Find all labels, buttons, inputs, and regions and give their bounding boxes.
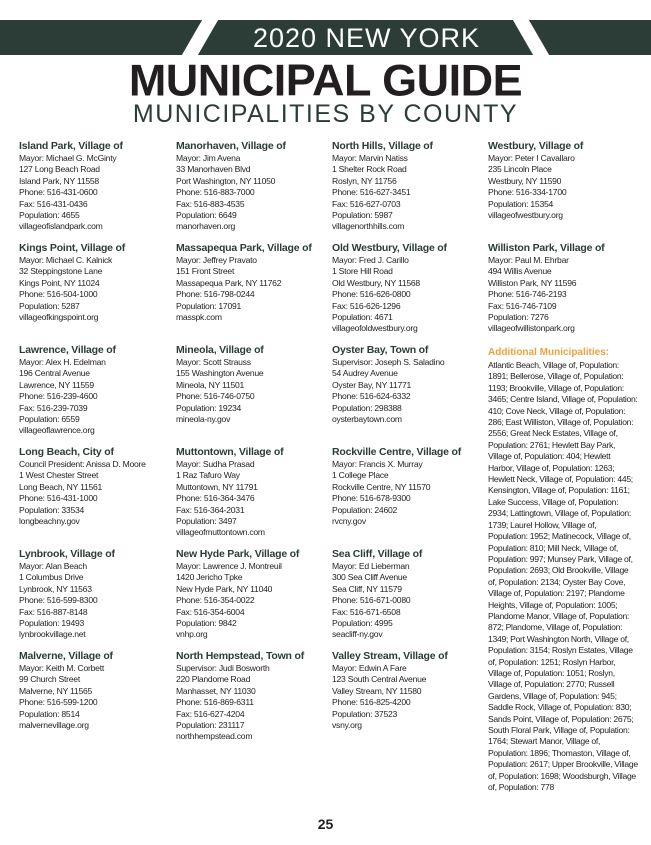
municipality-entry	[176, 344, 326, 425]
additional-municipalities-text: Atlantic Beach, Village of, Population: 1891; Bellerose, Village of, Population: 1193; Brookville, Village of, Population: 3465; Centre Island, Village of, Population: 410; Cove Neck, Village of, Population: 286; East Williston, Village of, Population: 2556; Great Neck Estates, Village of, Population: 2761; Hewlett Bay Park, Village of, Population: 404; Hewlett Harbor, Village of, Population: 1263; Hewlett Neck, Village of, Population: 445; Kensington, Village of, Population: 1161; Lake Success, Village of, Population: 2934; Lattingtown, Village of, Population: 1739; Laurel Hollow, Village of, Population: 1952; Matinecock, Village of, Population: 810; Mill Neck, Village of, Population: 997; Munsey Park, Village of, Population: 2693; Old Brookville, Village of, Population: 2134; Oyster Bay Cove, Village of, Population: 2197; Plandome Heights, Village of, Population: 1005; Plandome Manor, Village of, Population: 872; Plandome, Village of, Population: 1349; Port Washington North, Village of, Population: 3154; Roslyn Estates, Village of, Population: 1251; Roslyn Harbor, Village of, Population: 1051; Roslyn, Village of, Population: 2770; Russell Gardens, Village of, Population: 945; Saddle Rock, Village of, Population: 830; Sands Point, Village of, Population: 2675; South Floral Park, Village of, Population: 1764; Stewart Manor, Village of, Population: 1896; Thomaston, Village of, Population: 2617; Upper Brookville, Village of, Population: 1698; Woodsburgh, Village of, Population: 778	[488, 360, 638, 793]
municipality-name: North Hempstead, Town of	[176, 650, 305, 662]
municipality-name: Manorhaven, Village of	[176, 140, 286, 152]
municipality-detail-line: villageofoldwestbury.org	[332, 323, 418, 334]
municipality-detail-line: Westbury, NY 11590	[488, 175, 562, 186]
municipality-name: Muttontown, Village of	[176, 446, 284, 458]
municipality-name: Sea Cliff, Village of	[332, 548, 423, 560]
municipality-detail-line: Mayor: Paul M. Ehrbar	[488, 255, 569, 265]
municipality-detail-line: Kings Point, NY 11024	[19, 277, 100, 288]
municipality-detail-line: 494 Willis Avenue	[488, 266, 552, 277]
municipality-detail-line: Lawrence, NY 11559	[19, 379, 94, 390]
municipality-detail-line: Fax: 516-626-1296	[332, 300, 401, 311]
municipality-name: Island Park, Village of	[19, 140, 123, 152]
municipality-detail-line: villageoflawrence.org	[19, 425, 95, 436]
municipality-name: Lawrence, Village of	[19, 344, 116, 356]
municipality-entry	[176, 548, 326, 641]
municipality-detail-line: Population: 17091	[176, 300, 242, 311]
municipality-detail-line: 196 Central Avenue	[19, 368, 90, 379]
municipality-detail-line: villageofkingspoint.org	[19, 312, 99, 323]
municipality-detail-line: 1 Shelter Rock Road	[332, 164, 407, 175]
municipality-detail-line: 99 Church Street	[19, 674, 80, 685]
municipality-detail-line: Phone: 516-671-0080	[332, 595, 411, 606]
municipality-detail-line: Muttontown, NY 11791	[176, 481, 258, 492]
municipality-entry	[19, 446, 169, 527]
banner-title: 2020 NEW YORK	[252, 23, 481, 53]
municipality-detail-line: Council President: Anissa D. Moore	[19, 459, 146, 469]
municipality-detail-line: 1 West Chester Street	[19, 470, 99, 481]
municipality-detail-line: Mayor: Keith M. Corbett	[19, 663, 104, 673]
municipality-entry	[332, 446, 482, 527]
municipality-detail-line: Mayor: Jeffrey Pravato	[176, 255, 257, 265]
municipality-entry	[332, 650, 482, 731]
municipality-detail-line: Massapequa Park, NY 11762	[176, 277, 282, 288]
municipality-detail-line: Mayor: Michael G. McGinty	[19, 153, 117, 163]
municipality-detail-line: villageofmuttontown.com	[176, 527, 265, 538]
municipality-detail-line: Old Westbury, NY 11568	[332, 277, 420, 288]
municipality-detail-line: Fax: 516-354-6004	[176, 606, 245, 617]
municipality-entry	[176, 446, 326, 539]
municipality-name: Kings Point, Village of	[19, 242, 126, 254]
municipality-name: Old Westbury, Village of	[332, 242, 447, 254]
municipality-detail-line: 54 Audrey Avenue	[332, 368, 398, 379]
municipality-entry	[488, 140, 638, 221]
municipality-detail-line: Mayor: Marvin Natiss	[332, 153, 408, 163]
municipality-name: North Hills, Village of	[332, 140, 433, 152]
municipality-detail-line: Phone: 516-599-8300	[19, 595, 98, 606]
municipality-detail-line: oysterbaytown.com	[332, 414, 402, 425]
municipality-detail-line: 1 Columbus Drive	[19, 572, 84, 583]
municipality-name: Massapequa Park, Village of	[176, 242, 312, 254]
municipality-detail-line: seacliff-ny.gov	[332, 629, 383, 640]
municipality-detail-line: Phone: 516-883-7000	[176, 187, 255, 198]
municipality-name: Malverne, Village of	[19, 650, 113, 662]
municipality-detail-line: Fax: 516-431-0436	[19, 198, 88, 209]
municipality-detail-line: villageofislandpark.com	[19, 221, 103, 232]
municipality-detail-line: Mayor: Lawrence J. Montreuil	[176, 561, 282, 571]
municipality-detail-line: Roslyn, NY 11756	[332, 175, 397, 186]
municipality-detail-line: Population: 8514	[19, 708, 80, 719]
municipality-detail-line: Phone: 516-504-1000	[19, 289, 98, 300]
municipality-detail-line: Phone: 516-239-4600	[19, 391, 98, 402]
municipality-detail-line: Phone: 516-678-9300	[332, 493, 411, 504]
municipality-name: Lynbrook, Village of	[19, 548, 115, 560]
municipality-detail-line: Fax: 516-671-6508	[332, 606, 401, 617]
municipality-detail-line: New Hyde Park, NY 11040	[176, 583, 273, 594]
municipality-detail-line: vnhp.org	[176, 629, 208, 640]
municipality-detail-line: Population: 231117	[176, 720, 245, 731]
municipality-detail-line: Population: 6649	[176, 210, 237, 221]
municipality-detail-line: 33 Manorhaven Blvd	[176, 164, 251, 175]
municipality-detail-line: Phone: 516-626-0800	[332, 289, 411, 300]
municipality-detail-line: Phone: 516-354-0022	[176, 595, 255, 606]
municipality-name: Mineola, Village of	[176, 344, 264, 356]
municipality-detail-line: Population: 4671	[332, 312, 393, 323]
municipality-detail-line: Phone: 516-431-0600	[19, 187, 98, 198]
municipality-detail-line: 32 Steppingstone Lane	[19, 266, 103, 277]
municipality-detail-line: Fax: 516-627-0703	[332, 198, 401, 209]
municipality-detail-line: Mayor: Jim Avena	[176, 153, 241, 163]
municipality-detail-line: Population: 37523	[332, 708, 398, 719]
municipality-entry	[332, 344, 482, 425]
municipality-detail-line: Fax: 516-746-7109	[488, 300, 557, 311]
municipality-detail-line: 220 Plandome Road	[176, 674, 251, 685]
municipality-detail-line: Sea Cliff, NY 11579	[332, 583, 402, 594]
municipality-detail-line: Fax: 516-239-7039	[19, 402, 88, 413]
municipality-detail-line: Fax: 516-887-8148	[19, 606, 88, 617]
sub-title: MUNICIPALITIES BY COUNTY	[132, 100, 519, 128]
municipality-detail-line: Phone: 516-364-3476	[176, 493, 255, 504]
municipality-detail-line: Phone: 516-746-2193	[488, 289, 567, 300]
municipality-detail-line: Supervisor: Judi Bosworth	[176, 663, 270, 673]
municipality-detail-line: Population: 33534	[19, 504, 85, 515]
municipality-detail-line: vsny.org	[332, 720, 362, 731]
municipality-detail-line: 123 South Central Avenue	[332, 674, 427, 685]
page-number: 25	[317, 816, 334, 832]
municipality-entry	[332, 242, 482, 335]
municipality-detail-line: 300 Sea Cliff Avenue	[332, 572, 407, 583]
municipality-name: Oyster Bay, Town of	[332, 344, 429, 356]
municipality-detail-line: Supervisor: Joseph S. Saladino	[332, 357, 445, 367]
municipality-detail-line: longbeachny.gov	[19, 516, 80, 527]
municipality-detail-line: Williston Park, NY 11596	[488, 277, 577, 288]
municipality-detail-line: Population: 15354	[488, 198, 554, 209]
municipality-detail-line: Population: 298388	[332, 402, 402, 413]
municipality-name: New Hyde Park, Village of	[176, 548, 300, 560]
municipality-detail-line: Mayor: Sudha Prasad	[176, 459, 255, 469]
municipality-name: Long Beach, City of	[19, 446, 114, 458]
municipality-detail-line: Oyster Bay, NY 11771	[332, 379, 412, 390]
municipality-detail-line: 151 Front Street	[176, 266, 235, 277]
municipality-detail-line: Port Washington, NY 11050	[176, 175, 276, 186]
municipality-detail-line: Population: 9842	[176, 618, 237, 629]
municipality-entry	[19, 344, 169, 437]
municipality-detail-line: Fax: 516-627-4204	[176, 708, 245, 719]
municipality-detail-line: Mayor: Alan Beach	[19, 561, 87, 571]
municipality-detail-line: Mayor: Alex H. Edelman	[19, 357, 106, 367]
municipality-detail-line: Mayor: Fred J. Carillo	[332, 255, 409, 265]
municipality-detail-line: Lynbrook, NY 11563	[19, 583, 92, 594]
municipality-entry	[176, 140, 326, 233]
municipality-entry	[19, 140, 169, 233]
municipality-detail-line: Population: 7276	[488, 312, 549, 323]
municipality-name: Rockville Centre, Village of	[332, 446, 462, 458]
municipality-detail-line: Population: 19234	[176, 402, 242, 413]
municipality-detail-line: Island Park, NY 11558	[19, 175, 99, 186]
municipality-entry	[176, 242, 326, 323]
banner-notch-left	[182, 20, 218, 55]
municipality-detail-line: Mayor: Francis X. Murray	[332, 459, 423, 469]
municipality-detail-line: masspk.com	[176, 312, 222, 323]
municipality-detail-line: Fax: 516-364-2031	[176, 504, 245, 515]
municipality-detail-line: Phone: 516-825-4200	[332, 697, 411, 708]
municipality-detail-line: Phone: 516-746-0750	[176, 391, 255, 402]
municipality-detail-line: lynbrookvillage.net	[19, 629, 86, 640]
municipality-detail-line: Malverne, NY 11565	[19, 685, 93, 696]
municipality-detail-line: 1 College Place	[332, 470, 389, 481]
municipality-detail-line: Phone: 516-431-1000	[19, 493, 98, 504]
municipality-detail-line: Mayor: Peter I Cavallaro	[488, 153, 575, 163]
municipality-detail-line: 1420 Jericho Tpke	[176, 572, 243, 583]
municipality-name: Westbury, Village of	[488, 140, 584, 152]
municipality-detail-line: Population: 24602	[332, 504, 398, 515]
municipality-entry	[19, 650, 169, 731]
municipality-detail-line: Mayor: Michael C. Kalnick	[19, 255, 113, 265]
municipality-detail-line: Phone: 516-334-1700	[488, 187, 567, 198]
municipality-detail-line: mineola-ny.gov	[176, 414, 231, 425]
municipality-detail-line: rvcny.gov	[332, 516, 366, 527]
municipality-detail-line: 235 Lincoln Place	[488, 164, 552, 175]
municipality-detail-line: Population: 5987	[332, 210, 393, 221]
municipality-detail-line: Long Beach, NY 11561	[19, 481, 103, 492]
municipality-detail-line: Valley Stream, NY 11580	[332, 685, 422, 696]
municipality-entry	[176, 650, 326, 743]
municipality-detail-line: villagenorthhills.com	[332, 221, 405, 232]
municipality-detail-line: Population: 3497	[176, 516, 237, 527]
municipality-detail-line: 1 Raz Tafuro Way	[176, 470, 240, 481]
municipality-detail-line: Phone: 516-599-1200	[19, 697, 98, 708]
additional-municipalities-title: Additional Municipalities:	[488, 347, 610, 358]
municipality-detail-line: Manhasset, NY 11030	[176, 685, 256, 696]
municipality-detail-line: malvernevillage.org	[19, 720, 89, 731]
municipality-detail-line: Rockville Centre, NY 11570	[332, 481, 431, 492]
main-title: MUNICIPAL GUIDE	[128, 55, 523, 106]
municipality-detail-line: Phone: 516-624-6332	[332, 391, 411, 402]
municipality-detail-line: Mayor: Edwin A Fare	[332, 663, 407, 673]
municipality-detail-line: 127 Long Beach Road	[19, 164, 100, 175]
municipality-detail-line: Population: 4995	[332, 618, 393, 629]
municipality-detail-line: Phone: 516-798-0244	[176, 289, 255, 300]
municipality-detail-line: Mineola, NY 11501	[176, 379, 245, 390]
municipality-detail-line: Phone: 516-869-6311	[176, 697, 254, 708]
municipality-detail-line: Phone: 516-627-3451	[332, 187, 411, 198]
municipality-detail-line: Fax: 516-883-4535	[176, 198, 245, 209]
municipality-detail-line: Population: 4655	[19, 210, 80, 221]
municipality-entry	[19, 242, 169, 323]
municipality-detail-line: Population: 6559	[19, 414, 80, 425]
municipality-detail-line: 155 Washington Avenue	[176, 368, 264, 379]
municipality-entry	[19, 548, 169, 641]
municipality-detail-line: Population: 19493	[19, 618, 85, 629]
municipality-detail-line: manorhaven.org	[176, 221, 236, 232]
municipality-entry	[332, 548, 482, 641]
municipality-detail-line: villageofwillistonpark.org	[488, 323, 575, 334]
municipality-entry	[488, 242, 638, 335]
municipality-name: Williston Park, Village of	[488, 242, 605, 254]
municipality-name: Valley Stream, Village of	[332, 650, 448, 662]
municipality-detail-line: villageofwestbury.org	[488, 210, 563, 221]
municipality-entry	[332, 140, 482, 233]
municipality-detail-line: Population: 5287	[19, 300, 80, 311]
municipality-detail-line: northhempstead.com	[176, 731, 253, 742]
municipality-detail-line: 1 Store Hill Road	[332, 266, 393, 277]
municipality-detail-line: Mayor: Ed Lieberman	[332, 561, 410, 571]
municipality-detail-line: Mayor: Scott Strauss	[176, 357, 251, 367]
